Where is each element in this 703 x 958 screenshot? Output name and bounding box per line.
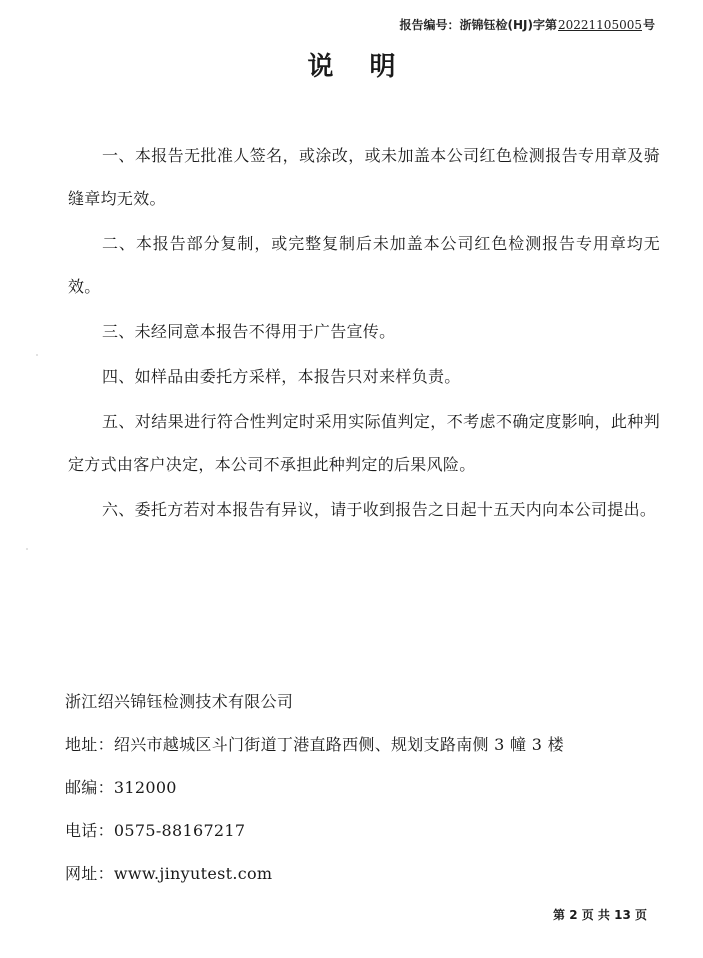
note-item-1: 一、本报告无批准人签名，或涂改，或未加盖本公司红色检测报告专用章及骑缝章均无效。 xyxy=(68,146,660,208)
note-item-4: 四、如样品由委托方采样，本报告只对来样负责。 xyxy=(102,367,461,386)
report-number-value: 20221105005 xyxy=(558,18,642,32)
notes-list xyxy=(68,134,660,533)
note-item-5: 五、对结果进行符合性判定时采用实际值判定，不考虑不确定度影响，此种判定方式由客户决定，本公司不承担此种判定的后果风险。 xyxy=(68,412,660,474)
company-address: 地址：绍兴市越城区斗门街道丁港直路西侧、规划支路南侧 3 幢 3 楼 xyxy=(65,735,564,754)
company-info xyxy=(65,680,665,895)
company-website: 网址：www.jinyutest.com xyxy=(65,864,273,883)
page-title: 说明 xyxy=(307,52,432,82)
note-item-6: 六、委托方若对本报告有异议，请于收到报告之日起十五天内向本公司提出。 xyxy=(102,500,657,519)
scan-artifact xyxy=(26,548,28,550)
page-number: 第 2 页 共 13 页 xyxy=(553,908,647,922)
scan-artifact xyxy=(36,354,38,356)
report-number xyxy=(400,16,655,33)
company-name: 浙江绍兴锦钰检测技术有限公司 xyxy=(65,692,294,711)
report-number-label: 报告编号：浙锦钰检(HJ)字第 xyxy=(399,18,557,32)
report-number-suffix: 号 xyxy=(642,18,655,32)
note-item-2: 二、本报告部分复制，或完整复制后未加盖本公司红色检测报告专用章均无效。 xyxy=(68,234,660,296)
note-item-3: 三、未经同意本报告不得用于广告宣传。 xyxy=(102,322,396,341)
company-phone: 电话：0575-88167217 xyxy=(65,821,246,840)
company-postcode: 邮编：312000 xyxy=(65,778,177,797)
